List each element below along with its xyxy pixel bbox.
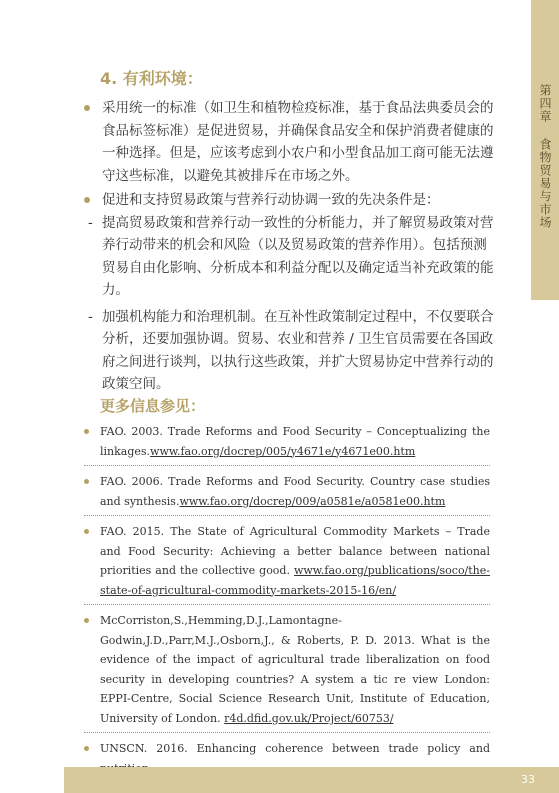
reference-link[interactable]: www.fao.org/docrep/005/y4671e/y4671e00.htm: [150, 444, 416, 458]
reference-item: [84, 472, 490, 516]
reference-item: [84, 522, 490, 605]
reference-item: [84, 422, 490, 466]
more-info-heading: 更多信息参见：: [100, 397, 206, 415]
reference-link[interactable]: r4d.dfid.gov.uk/Project/60753/: [224, 711, 394, 725]
bullet-icon: [84, 479, 89, 484]
footer-bar: [64, 767, 559, 793]
reference-link[interactable]: www.fao.org/docrep/009/a0581e/a0581e00.htm: [179, 494, 446, 508]
reference-text: FAO. 2006. Trade Reforms and Food Security. Country case studies and synthesis.: [100, 475, 490, 508]
reference-text: McCorriston,S.,Hemming,D.J.,Lamontagne-Godwin,J.D.,Parr,M.J.,Osborn,J., & Roberts, P. D. 2013. What is the evidence of the impact of agricultural trade liberalization on food security in developing countries? A system a tic re view London: EPPI-Centre, Social Science Research Unit, Institute of Education, University of London.: [100, 614, 490, 725]
bullet-item: [84, 189, 494, 212]
dash-marker: -: [88, 214, 93, 231]
bullet-text: 采用统一的标准（如卫生和植物检疫标准，基于食品法典委员会的食品标签标准）是促进贸易，并确保食品安全和保护消费者健康的一种选择。但是，应该考虑到小农户和小型食品加工商可能无法遵守这些标准，以避免其被排斥在市场之外。: [102, 100, 494, 184]
reference-text: FAO. 2003. Trade Reforms and Food Security – Conceptualizing the linkages.: [100, 425, 490, 458]
chapter-title: 第四章 食物贸易与市场: [538, 84, 552, 229]
reference-item: [84, 611, 490, 733]
bullet-icon: [84, 197, 90, 203]
bullet-item: [84, 97, 494, 187]
dash-marker: -: [88, 308, 93, 325]
reference-link[interactable]: www.fao.org/publications/soco/the-state-of-agricultural-commodity-markets-2015-16/en/: [100, 564, 490, 597]
bullet-list: [84, 97, 494, 396]
bullet-icon: [84, 429, 89, 434]
page-number: 33: [521, 773, 535, 786]
reference-text: FAO. 2015. The State of Agricultural Commodity Markets – Trade and Food Security: Achieving a better balance between national priorities and the collective good.: [100, 525, 490, 577]
bullet-icon: [84, 746, 89, 751]
sub-item-text: 提高贸易政策和营养行动一致性的分析能力，并了解贸易政策对营养行动带来的机会和风险（以及贸易政策的营养作用）。包括预测贸易自由化影响、分析成本和利益分配以及确定适当补充政策的能力。: [102, 214, 494, 298]
reference-text: UNSCN. 2016. Enhancing coherence between trade policy and: [100, 742, 490, 755]
reference-list: [84, 422, 490, 788]
bullet-icon: [84, 529, 89, 534]
sub-item: [88, 306, 494, 396]
sub-item-text: 加强机构能力和治理机制。在互补性政策制定过程中，不仅要联合分析，还要加强协调。贸易、农业和营养 / 卫生官员需要在各国政府之间进行谈判，以执行这些政策，并扩大贸易协定中营养行动的政策空间。: [102, 308, 494, 392]
bullet-icon: [84, 618, 89, 623]
bullet-text: 促进和支持贸易政策与营养行动协调一致的先决条件是：: [102, 192, 440, 208]
bullet-icon: [84, 105, 90, 111]
section-heading: 4. 有利环境：: [100, 69, 203, 88]
sub-item: [88, 212, 494, 302]
